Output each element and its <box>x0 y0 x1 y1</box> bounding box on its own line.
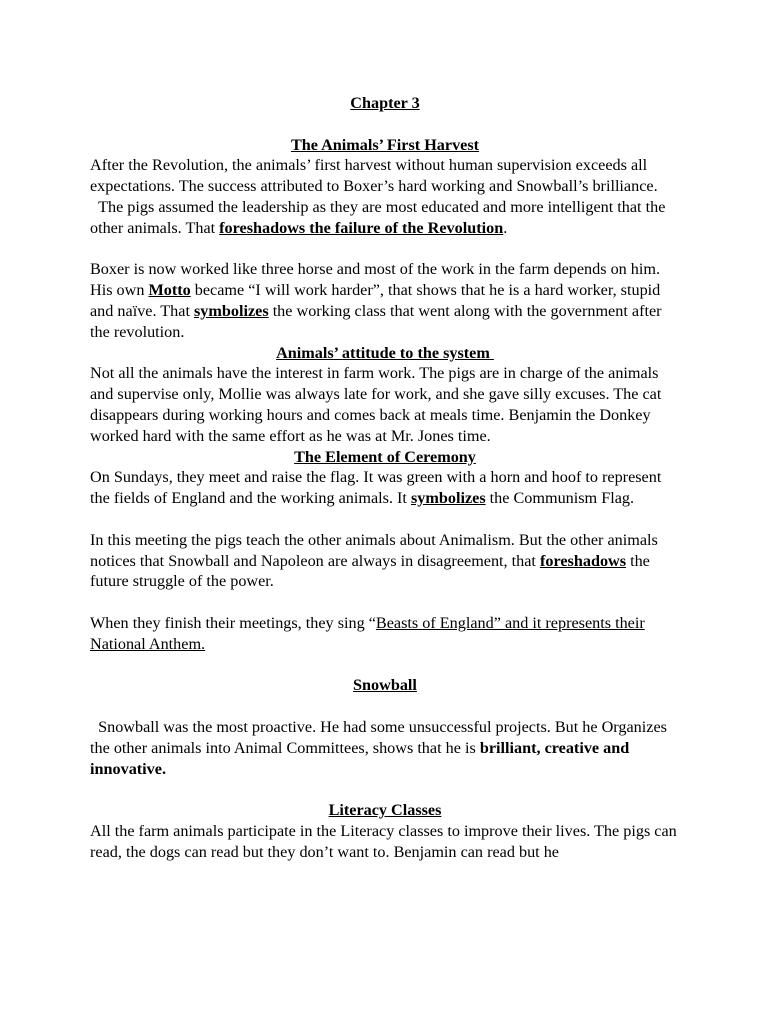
text-run: Snowball was the most proactive. He had some unsuccessful projects. But he Organizes the other animals into Animal Committees, shows that he is <box>90 717 671 757</box>
paragraph-sundays-flag <box>90 467 680 509</box>
paragraph-boxer <box>90 259 680 342</box>
text-run: became “I will work harder”, that shows that he is a hard worker, stupid and naïve. That <box>90 281 661 320</box>
text-run: . <box>503 218 508 237</box>
text-run: In this meeting the pigs teach the other animals about Animalism. But the other animals notices that Snowball and Napoleon are always in disagreement, that <box>90 530 658 570</box>
text-run: On Sundays, they meet and raise the flag. It was green with a horn and hoof to represent the fields of England and the working animals. It <box>90 468 662 508</box>
paragraph-snowball <box>90 717 680 779</box>
blank-line <box>90 509 680 530</box>
emphasis-brilliant: brilliant, creative and innovative. <box>90 738 634 778</box>
heading-animals-attitude: Animals’ attitude to the system <box>276 343 494 362</box>
text-run: the working class that went along with the government after the revolution. <box>90 301 662 341</box>
text-run: the future struggle of the power. <box>90 551 650 591</box>
emphasis-foreshadows-failure: foreshadows the failure of the Revolution <box>219 218 504 237</box>
text-run: When they finish their meetings, they sing “ <box>90 613 376 632</box>
paragraph-literacy: All the farm animals participate in the Literacy classes to improve their lives. The pigs can read, the dogs can read but they don’t want to. Benjamin can read but he <box>90 821 677 861</box>
emphasis-symbolizes: symbolizes <box>194 301 269 320</box>
blank-line <box>90 779 680 800</box>
blank-line <box>90 655 680 676</box>
paragraph-animalism-meeting <box>90 530 680 592</box>
emphasis-foreshadows: foreshadows <box>539 551 627 570</box>
emphasis-symbolizes: symbolizes <box>410 489 486 508</box>
blank-line <box>90 239 680 260</box>
paragraph-animals-attitude: Not all the animals have the interest in farm work. The pigs are in charge of the animals and supervise only, Mollie was always late for work, and she gave silly excuses. The cat disappears during working hours and comes back at meals time. Benjamin the Donkey worked hard with the same effort as he was at Mr. Jones time. <box>90 364 662 445</box>
paragraph-national-anthem <box>90 613 680 655</box>
heading-first-harvest: The Animals’ First Harvest <box>290 135 480 154</box>
text-run: the Communism Flag. <box>485 489 635 508</box>
document-page <box>90 93 680 862</box>
blank-line <box>90 592 680 613</box>
paragraph-pigs-leadership <box>90 197 680 239</box>
underlined-anthem: Beasts of England” and it represents their National Anthem. <box>90 613 645 653</box>
heading-snowball: Snowball <box>353 676 417 695</box>
heading-element-of-ceremony: The Element of Ceremony <box>294 447 476 466</box>
text-run: Boxer is now worked like three horse and most of the work in the farm depends on him. His own <box>90 260 661 300</box>
paragraph-first-harvest: After the Revolution, the animals’ first harvest without human supervision exceeds all expectations. The success attributed to Boxer’s hard working and Snowball’s brilliance. <box>90 156 658 196</box>
blank-line <box>90 696 680 717</box>
blank-line <box>90 114 680 135</box>
chapter-title: Chapter 3 <box>350 94 420 112</box>
heading-literacy-classes: Literacy Classes <box>328 801 442 820</box>
text-run: The pigs assumed the leadership as they are most educated and more intelligent that the other animals. That <box>90 197 670 237</box>
emphasis-motto: Motto <box>148 281 191 300</box>
